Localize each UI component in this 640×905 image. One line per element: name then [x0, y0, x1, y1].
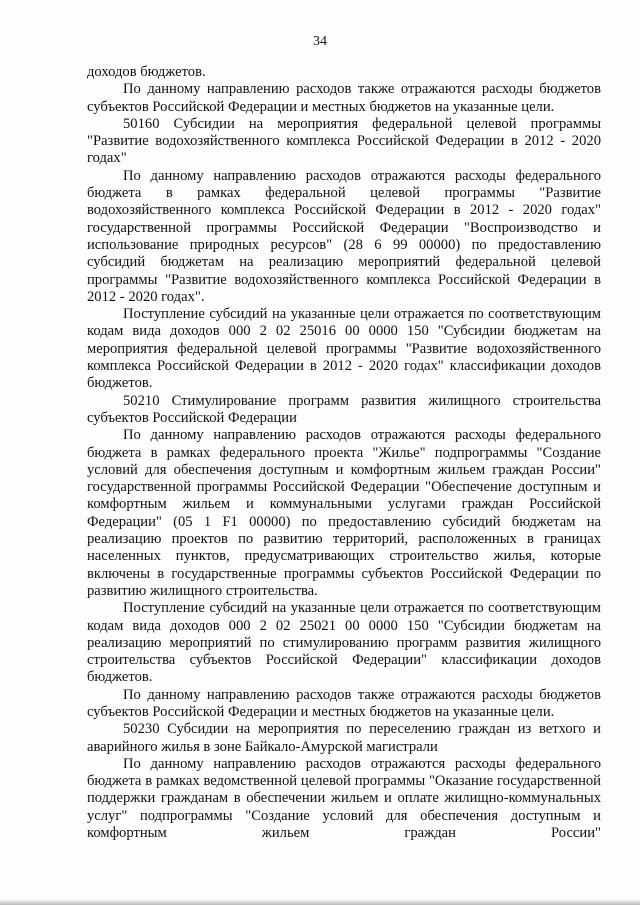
section-heading: 50160 Субсидии на мероприятия федеральной целевой программы "Развитие водохозяйственного комплекса Российской Федерации в 2012 - 2020 годах"	[87, 115, 601, 167]
section-heading: 50230 Субсидии на мероприятия по переселению граждан из ветхого и аварийного жилья в зоне Байкало-Амурской магистрали	[87, 721, 601, 755]
scan-edge-shadow	[0, 899, 640, 905]
paragraph: Поступление субсидий на указанные цели отражается по соответствующим кодам вида доходов 000 2 02 25021 00 0000 150 "Субсидии бюджетам на реализацию мероприятий по стимулированию программ развития жилищного строительства субъектов Российской Федерации" классификации доходов бюджетов.	[87, 600, 601, 686]
paragraph: По данному направлению расходов также отражаются расходы бюджетов субъектов Российской Федерации и местных бюджетов на указанные цели.	[87, 686, 601, 720]
document-body	[87, 64, 601, 842]
paragraph: По данному направлению расходов отражаются расходы федерального бюджета в рамках федеральной целевой программы "Развитие водохозяйственного комплекса Российской Федерации в 2012 - 2020 годах" государственной программы Российской Федерации "Воспроизводство и использование природных ресурсов" (28 6 99 00000) по предоставлению субсидий бюджетам на реализацию мероприятий федеральной целевой программы "Развитие водохозяйственного комплекса Российской Федерации в 2012 - 2020 годах".	[87, 167, 601, 305]
paragraph: По данному направлению расходов отражаются расходы федерального бюджета в рамках федерального проекта "Жилье" подпрограммы "Создание условий для обеспечения доступным и комфортным жильем граждан России" государственной программы Российской Федерации "Обеспечение доступным и комфортным жильем и коммунальными услугами граждан Российской Федерации" (05 1 F1 00000) по предоставлению субсидий бюджетам на реализацию проектов по развитию территорий, расположенных в границах населенных пунктов, предусматривающих строительство жилья, которые включены в государственные программы субъектов Российской Федерации по развитию жилищного строительства.	[87, 427, 601, 599]
paragraph: доходов бюджетов.	[87, 64, 206, 80]
paragraph: По данному направлению расходов также отражаются расходы бюджетов субъектов Российской Федерации и местных бюджетов на указанные цели.	[87, 81, 601, 115]
paragraph: Поступление субсидий на указанные цели отражается по соответствующим кодам вида доходов 000 2 02 25016 00 0000 150 "Субсидии бюджетам на мероприятия федеральной целевой программы "Развитие водохозяйственного комплекса Российской Федерации в 2012 - 2020 годах" классификации доходов бюджетов.	[87, 306, 601, 392]
paragraph: По данному направлению расходов отражаются расходы федерального бюджета в рамках ведомственной целевой программы "Оказание государственной поддержки гражданам в обеспечении жильем и оплате жилищно-коммунальных услуг" подпрограммы "Создание условий для обеспечения доступным и комфортным жильем граждан России"	[87, 755, 601, 842]
section-heading: 50210 Стимулирование программ развития жилищного строительства субъектов Российской Федерации	[87, 392, 601, 426]
page-number: 34	[313, 34, 327, 49]
